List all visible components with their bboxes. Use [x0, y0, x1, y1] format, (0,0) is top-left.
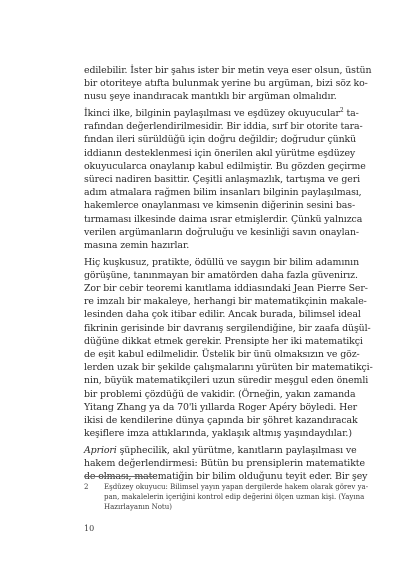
italic-term: Apriori	[84, 444, 117, 456]
text-line: lesinden daha çok itibar edilir. Ancak burada, bilimsel ideal	[84, 309, 361, 321]
text-line: keşiflere imza attıklarında, yaklaşık altmış yaşındaydılar.)	[84, 428, 352, 440]
text-line: düğüne dikkat etmek gerekir. Prensipte her iki matematikçi	[84, 335, 363, 347]
text-line: lerden uzak bir şekilde çalışmalarını yürüten bir matematikçi-	[84, 362, 373, 374]
footnote-line: pan, makalelerin içeriğini kontrol edip değerini ölçen uzman kişi. (Yayına	[104, 493, 365, 502]
text-line: ikisi de kendilerine dünya çapında bir şöhret kazandıracak	[84, 414, 358, 426]
footnote-line: Hazırlayanın Notu)	[104, 503, 172, 512]
page-number: 10	[84, 524, 95, 533]
text-segment: İkinci ilke, bilginin paylaşılması ve eşdüzey okuyucular	[84, 108, 340, 120]
text-line	[84, 444, 357, 457]
text-line: adım atmalara rağmen bilim insanları bilginin paylaşılması,	[84, 187, 362, 199]
paragraph-3	[84, 256, 373, 441]
text-line: de olması, matematiğin bir bilim olduğunu teyit eder. Bir şey	[84, 471, 368, 483]
footnote-divider	[84, 476, 156, 477]
text-line: tırmaması ilkesinde daima ısrar etmişlerdir. Çünkü yalnızca	[84, 213, 363, 225]
text-line: re imzalı bir makaleye, herhangi bir matematikçinin makale-	[84, 296, 367, 308]
text-line: verilen argümanların doğruluğu ve kesinliği savın onaylan-	[84, 226, 359, 238]
footnote-line: Eşdüzey okuyucu: Bilimsel yayın yapan dergilerde hakem olarak görev ya-	[104, 483, 369, 491]
text-line: bir problemi çözdüğü de vakidir. (Örneğin, yakın zamanda	[84, 388, 356, 400]
paragraph-4	[84, 444, 368, 484]
text-line: de eşit kabul edilmelidir. Üstelik bir ünü olmaksızın ve göz-	[84, 348, 360, 360]
text-line: bir otoriteye atıfta bulunmak yerine bu argüman, bizi söz ko-	[84, 78, 368, 90]
text-line: edilebilir. İster bir şahıs ister bir metin veya eser olsun, üstün	[84, 65, 372, 76]
text-segment: şüphecilik, akıl yürütme, kanıtların paylaşılması ve	[116, 444, 357, 456]
paragraph-1	[84, 64, 372, 104]
text-line: nusu şeye inandıracak mantıklı bir argüman olmalıdır.	[84, 91, 337, 103]
footnote-text	[104, 482, 369, 513]
text-line	[84, 106, 359, 120]
footnote-number: 2	[84, 483, 89, 491]
text-line: nin, büyük matematikçileri uzun süredir meşgul eden önemli	[84, 375, 369, 387]
text-line: iddianın desteklenmesi için önerilen akıl yürütme eşdüzey	[84, 147, 356, 159]
text-line: fikrinin gerisinde bir davranış sergilendiğine, bir zaafa düşül-	[84, 322, 371, 334]
text-line: okuyucularca onaylanıp kabul edilmiştir. Bu gözden geçirme	[84, 160, 366, 172]
footnote-ref: 2	[339, 106, 344, 114]
text-line: görüşüne, tanınmayan bir amatörden daha fazla güvenirız.	[84, 269, 358, 281]
text-line: rafından değerlendirilmesidir. Bir iddia, sırf bir otorite tara-	[84, 121, 363, 133]
text-line: masına zemin hazırlar.	[84, 239, 190, 251]
text-line: hakemlerce onaylanması ve kimsenin diğerinin sesini bas-	[84, 200, 356, 212]
text-line: fından ileri sürüldüğü için doğru değildir; doğrudur çünkü	[84, 134, 357, 146]
text-line: Yitang Zhang ya da 70'li yıllarda Roger Apéry böyledi. Her	[84, 401, 358, 413]
text-segment: ta-	[343, 108, 359, 120]
text-line: süreci nadiren basittir. Çeşitli anlaşmazlık, tartışma ve geri	[84, 174, 361, 185]
paragraph-2	[84, 106, 366, 252]
text-line: Hiç kuşkusuz, pratikte, ödüllü ve saygın bir bilim adamının	[84, 256, 360, 268]
text-line: Zor bir cebir teoremi kanıtlama iddiasındaki Jean Pierre Ser-	[84, 283, 368, 294]
text-line: hakem değerlendirmesi: Bütün bu prensiplerin matematikte	[84, 457, 365, 469]
